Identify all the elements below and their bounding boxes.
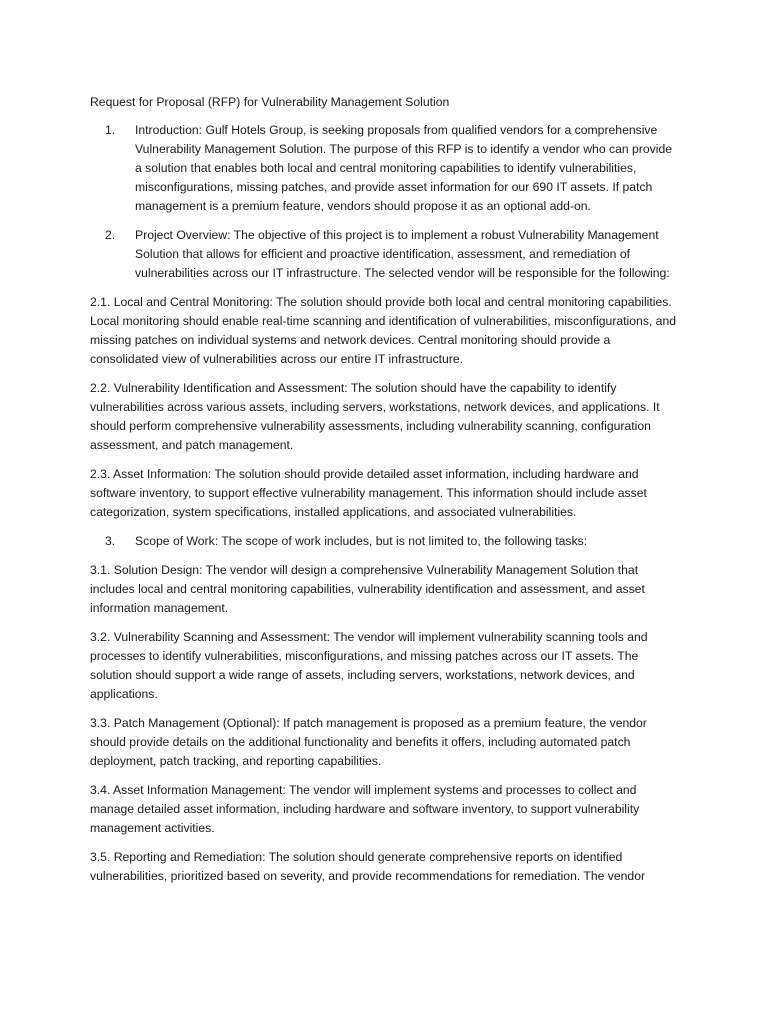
section-1 bbox=[90, 121, 680, 216]
document-title: Request for Proposal (RFP) for Vulnerability Management Solution bbox=[90, 95, 450, 109]
section-2-text: Project Overview: The objective of this project is to implement a robust Vulnerability Management Solution that allows for efficient and proactive identification, assessment, and remediation of vulnerabilities across our IT infrastructure. The selected vendor will be responsible for the following: bbox=[135, 228, 670, 280]
section-number: 3. bbox=[105, 534, 116, 548]
paragraph-2-2: 2.2. Vulnerability Identification and Assessment: The solution should have the capability to identify vulnerabilities across various assets, including servers, workstations, network devices, and applications. It should perform comprehensive vulnerability assessments, including vulnerability scanning, configuration assessment, and patch management. bbox=[90, 381, 660, 452]
section-3-text: Scope of Work: The scope of work includes, but is not limited to, the following tasks: bbox=[135, 534, 588, 548]
section-1-text: Introduction: Gulf Hotels Group, is seeking proposals from qualified vendors for a comprehensive Vulnerability Management Solution. The purpose of this RFP is to identify a vendor who can provide a solution that enables both local and central monitoring capabilities to identify vulnerabilities, misconfigurations, missing patches, and provide asset information for our 690 IT assets. If patch management is a premium feature, vendors should propose it as an optional add-on. bbox=[135, 123, 673, 213]
document-page bbox=[90, 93, 680, 886]
paragraph-3-5: 3.5. Reporting and Remediation: The solution should generate comprehensive reports on identified vulnerabilities, prioritized based on severity, and provide recommendations for remediation. The vendor bbox=[90, 850, 646, 883]
paragraph-3-2: 3.2. Vulnerability Scanning and Assessment: The vendor will implement vulnerability scanning tools and processes to identify vulnerabilities, misconfigurations, and missing patches across our IT assets. The solution should support a wide range of assets, including servers, workstations, network devices, and applications. bbox=[90, 630, 648, 701]
section-3 bbox=[90, 532, 680, 551]
paragraph-2-3: 2.3. Asset Information: The solution should provide detailed asset information, including hardware and software inventory, to support effective vulnerability management. This information should include asset categorization, system specifications, installed applications, and associated vulnerabilities. bbox=[90, 467, 647, 519]
section-number: 2. bbox=[105, 228, 116, 242]
section-number: 1. bbox=[105, 123, 116, 137]
paragraph-3-3: 3.3. Patch Management (Optional): If patch management is proposed as a premium feature, the vendor should provide details on the additional functionality and benefits it offers, including automated patch deployment, patch tracking, and reporting capabilities. bbox=[90, 716, 647, 768]
paragraph-2-1: 2.1. Local and Central Monitoring: The solution should provide both local and central monitoring capabilities. Local monitoring should enable real-time scanning and identification of vulnerabilities, misconfigurations, and missing patches on individual systems and network devices. Central monitoring should provide a consolidated view of vulnerabilities across our entire IT infrastructure. bbox=[90, 295, 677, 366]
paragraph-3-4: 3.4. Asset Information Management: The vendor will implement systems and processes to collect and manage detailed asset information, including hardware and software inventory, to support vulnerability management activities. bbox=[90, 783, 640, 835]
paragraph-3-1: 3.1. Solution Design: The vendor will design a comprehensive Vulnerability Management Solution that includes local and central monitoring capabilities, vulnerability identification and assessment, and asset information management. bbox=[90, 563, 645, 615]
section-2 bbox=[90, 226, 680, 283]
